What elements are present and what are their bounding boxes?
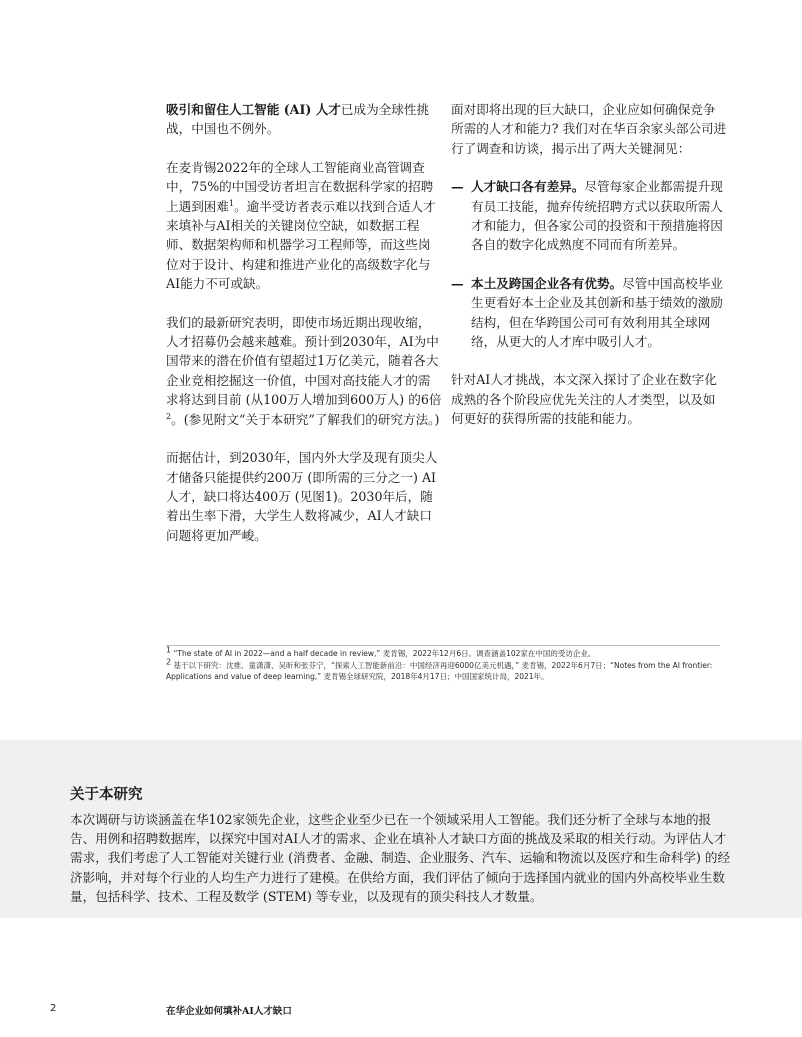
footnote-text: 基于以下研究：沈推、童潇潇、吴昕和张芬宁，“探索人工智能新前沿：中国经济再迎6000亿美元机遇，” 麦肯锡，2022年6月7日；“Notes from the AI frontier: Applications and value of deep learning,” 麦肯锡全球研究院，2018年4月17日；中国国家统计局，2021年。 bbox=[166, 661, 713, 681]
footnote-divider bbox=[166, 645, 720, 646]
page-number: 2 bbox=[50, 1003, 57, 1014]
bullet-rest: 尽管每家企业都需提升现有员工技能，抛弃传统招聘方式以获取所需人才和能力，但各家公司的投资和干预措施将因各自的数字化成熟度不同而有所差异。 bbox=[471, 179, 723, 253]
right-column bbox=[451, 100, 727, 448]
insight-bullet-2 bbox=[451, 274, 727, 352]
footnote-number: 2 bbox=[166, 657, 172, 667]
footnote-number: 1 bbox=[166, 645, 172, 655]
left-column bbox=[166, 100, 442, 564]
footnote-text: “The state of AI in 2022—and a half decade in review,” 麦肯锡，2022年12月6日。调查涵盖102家在中国的受访企业。 bbox=[173, 649, 596, 658]
footnote-2 bbox=[166, 657, 726, 682]
bullet-dash: — bbox=[451, 179, 464, 195]
bullet-dash: — bbox=[451, 275, 464, 291]
footnote-1 bbox=[166, 645, 726, 659]
question-paragraph: 面对即将出现的巨大缺口，企业应如何确保竞争所需的人才和能力? 我们对在华百余家头部公司进行了调查和访谈，揭示出了两大关键洞见： bbox=[451, 102, 727, 156]
bullet-text bbox=[471, 274, 727, 352]
insight-bullet-1 bbox=[451, 177, 727, 255]
survey-paragraph bbox=[166, 158, 442, 294]
research-text-a: 我们的最新研究表明，即使市场近期出现收缩，人才招募仍会越来越难。预计到2030年，AI为中国带来的潜在价值有望超过1万亿美元，随着各大企业竞相挖掘这一价值，中国对高技能人才的需求将达到目前 (从100万人增加到600万人) 的6倍 bbox=[166, 314, 442, 408]
research-paragraph bbox=[166, 313, 442, 429]
about-research-box bbox=[0, 740, 802, 918]
survey-text-b: 。逾半受访者表示难以找到合适人才来填补与AI相关的关键岗位空缺，如数据工程师、数据架构师和机器学习工程师等，而这些岗位对于设计、构建和推进产业化的高级数字化与AI能力不可或缺。 bbox=[166, 198, 436, 292]
footnote-ref-2[interactable]: 2 bbox=[166, 411, 172, 421]
bullet-lead: 本土及跨国企业各有优势。 bbox=[471, 275, 623, 291]
about-title: 关于本研究 bbox=[70, 786, 143, 803]
bullet-text bbox=[471, 177, 727, 255]
about-body: 本次调研与访谈涵盖在华102家领先企业，这些企业至少已在一个领域采用人工智能。我们还分析了全球与本地的报告、用例和招聘数据库，以探究中国对AI人才的需求、企业在填补人才缺口方面的挑战及采取的相关行动。为评估人才需求，我们考虑了人工智能对关键行业 (消费者、金融、制造、企业服务、汽车、运输和物流以及医疗和生命科学) 的经济影响，并对每个行业的人均生产力进行了建模。在供给方面，我们评估了倾向于选择国内就业的国内外高校毕业生数量，包括科学、技术、工程及数学 (STEM) 等专业，以及现有的顶尖科技人才数量。 bbox=[70, 812, 731, 904]
running-title: 在华企业如何填补AI人才缺口 bbox=[166, 1006, 292, 1017]
bullet-rest: 尽管中国高校毕业生更看好本土企业及其创新和基于绩效的激励结构，但在华跨国公司可有效利用其全球网络，从更大的人才库中吸引人才。 bbox=[471, 275, 723, 350]
bullet-lead: 人才缺口各有差异。 bbox=[471, 179, 585, 195]
survey-text-a: 在麦肯锡2022年的全球人工智能商业高管调查中，75%的中国受访者坦言在数据科学家的招聘上遇到困难 bbox=[166, 159, 434, 214]
research-text-b: 。(参见附文“关于本研究”了解我们的研究方法。) bbox=[171, 411, 440, 427]
estimate-paragraph: 而据估计，到2030年，国内外大学及现有顶尖人才储备只能提供约200万 (即所需的三分之一) AI人才，缺口将达400万 (见图1)。2030年后，随着出生率下滑，大学生人数将减少，AI人才缺口问题将更加严峻。 bbox=[166, 450, 438, 543]
footnote-ref-1[interactable]: 1 bbox=[228, 198, 235, 208]
footnotes bbox=[166, 645, 726, 683]
intro-rest: 已成为全球性挑战，中国也不例外。 bbox=[166, 102, 430, 137]
intro-lead: 吸引和留住人工智能 (AI) 人才 bbox=[166, 102, 341, 117]
intro-paragraph bbox=[166, 100, 442, 139]
conclusion-paragraph: 针对AI人才挑战，本文深入探讨了企业在数字化成熟的各个阶段应优先关注的人才类型，以及如何更好的获得所需的技能和能力。 bbox=[451, 372, 717, 427]
